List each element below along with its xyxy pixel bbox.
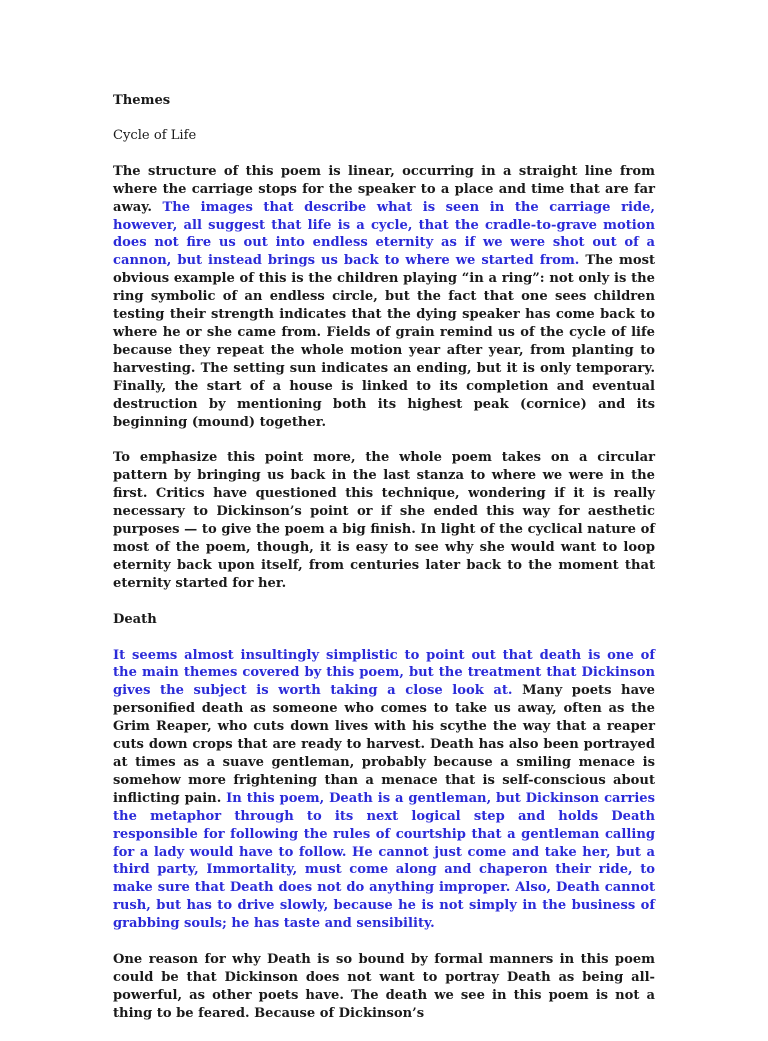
section-title-cycle-of-life: Cycle of Life: [113, 127, 197, 143]
highlighted-text: The images that describe what is seen in the carriage ride, however, all suggest that life is a cycle, that the cradle-to-grave motion does not fire us out into endless eternity as if we were shot out of a cannon, but instead brings us back to where we started from.: [113, 199, 655, 269]
paragraph-death-2: One reason for why Death is so bound by formal manners in this poem could be that Dickinson does not want to portray Death as being all-powerful, as other poets have. The death we see in this poem is not a thing to be feared. Because of Dickinson’s: [113, 952, 655, 1021]
highlighted-text: In this poem, Death is a gentleman, but Dickinson carries the metaphor through to its next logical step and holds Death responsible for following the rules of courtship that a gentleman calling for a lady would have to follow. He cannot just come and take her, but a third party, Immortality, must come along and chaperon their ride, to make sure that Death does not do anything improper. Also, Death cannot rush, but has to drive slowly, because he is not simply in the business of grabbing souls; he has taste and sensibility.: [113, 790, 655, 932]
paragraph-text: The most obvious example of this is the children playing “in a ring”: not only is the ring symbolic of an endless circle, but the fact that one sees children testing their strength indicates that the dying speaker has come back to where he or she came from. Fields of grain remind us of the cycle of life because they repeat the whole motion year after year, from planting to harvesting. The setting sun indicates an ending, but it is only temporary. Finally, the start of a house is linked to its completion and eventual destruction by mentioning both its highest peak (cornice) and its beginning (mound) together.: [113, 253, 655, 430]
highlighted-text: It seems almost insultingly simplistic to point out that death is one of the main themes covered by this poem, but the treatment that Dickinson gives the subject is worth taking a close look at.: [113, 647, 655, 699]
section-title-death: Death: [113, 611, 157, 627]
paragraph-text: Many poets have personified death as someone who comes to take us away, often as the Grim Reaper, who cuts down lives with his scythe the way that a reaper cuts down crops that are ready to harvest. Death has also been portrayed at times as a suave gentleman, probably because a smiling menace is somehow more frightening than a menace that is self-conscious about inflicting pain.: [113, 683, 655, 806]
page-heading: Themes: [113, 93, 171, 108]
paragraph-cycle-2: To emphasize this point more, the whole poem takes on a circular pattern by bringing us back in the last stanza to where we were in the first. Critics have questioned this technique, wondering if it is really necessary to Dickinson’s point or if she ended this way for aesthetic purposes — to give the poem a big finish. In light of the cyclical nature of most of the poem, though, it is easy to see why she would want to loop eternity back upon itself, from centuries later back to the moment that eternity started for her.: [113, 450, 655, 591]
paragraph-text: The structure of this poem is linear, occurring in a straight line from where the carriage stops for the speaker to a place and time that are far away.: [113, 163, 655, 215]
document-page: [113, 92, 655, 1041]
paragraph-cycle-1: [113, 163, 655, 432]
paragraph-death-1: [113, 647, 655, 934]
